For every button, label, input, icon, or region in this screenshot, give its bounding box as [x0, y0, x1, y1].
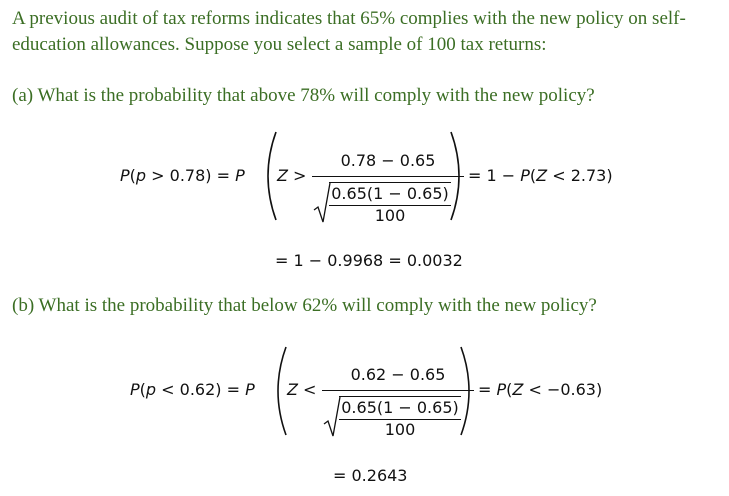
- equation-b-rhs: = P(Z < −0.63): [478, 380, 603, 399]
- fraction-bar-b: [322, 390, 474, 391]
- equation-b-lhs: P(p < 0.62) = P: [130, 380, 255, 399]
- radicand-a: 0.65(1 − 0.65): [331, 184, 449, 203]
- right-paren-b: [457, 345, 479, 437]
- radicand-b: 0.65(1 − 0.65): [341, 398, 459, 417]
- denominator-a: 100: [374, 206, 406, 225]
- sqrt-vinculum-a: [329, 182, 451, 183]
- result-a: = 1 − 0.9968 = 0.0032: [275, 251, 463, 270]
- sqrt-vinculum-b: [339, 396, 461, 397]
- question-b: (b) What is the probability that below 62% will comply with the new policy?: [12, 295, 597, 316]
- numerator-a: 0.78 − 0.65: [340, 151, 436, 170]
- numerator-b: 0.62 − 0.65: [350, 365, 446, 384]
- denominator-b: 100: [384, 420, 416, 439]
- equation-a-z: Z >: [277, 166, 307, 185]
- right-paren-a: [447, 130, 469, 222]
- equation-a-lhs: P(p > 0.78) = P: [120, 166, 245, 185]
- question-a: (a) What is the probability that above 78% will comply with the new policy?: [12, 85, 595, 106]
- intro-text: A previous audit of tax reforms indicates that 65% complies with the new policy on self-education allowances. Suppose you select a sample of 100 tax returns:: [12, 8, 686, 55]
- equation-b-z: Z <: [287, 380, 317, 399]
- result-b: = 0.2643: [333, 466, 408, 485]
- fraction-bar-a: [312, 176, 464, 177]
- equation-a-rhs: = 1 − P(Z < 2.73): [468, 166, 613, 185]
